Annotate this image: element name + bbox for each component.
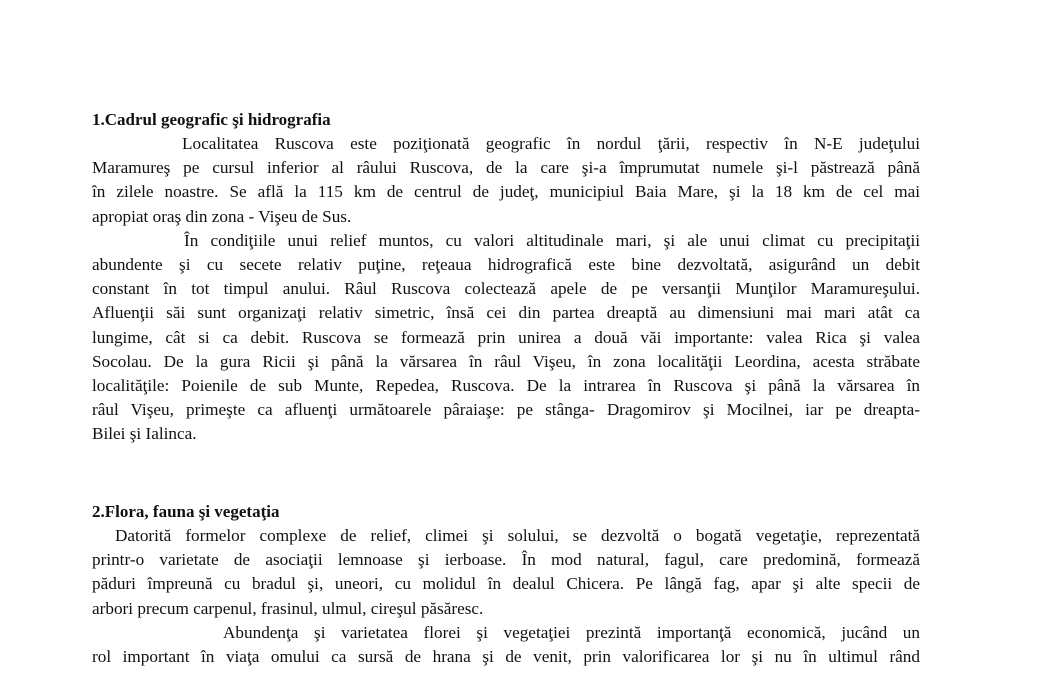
paragraph-line: Abundenţa şi varietatea florei şi vegetaţiei prezintă importanţă economică, jucând un bbox=[223, 622, 920, 642]
section-heading: 1.Cadrul geografic şi hidrografia bbox=[92, 110, 331, 129]
paragraph-line: abundente şi cu secete relativ puţine, reţeaua hidrografică este bine dezvoltată, asigurând un debit bbox=[92, 254, 920, 274]
paragraph-line: Afluenţii săi sunt organizaţi relativ simetric, însă cei din partea dreaptă au dimensiuni mai mari atât ca bbox=[92, 303, 920, 323]
paragraph-line: În condiţiile unui relief muntos, cu valori altitudinale mari, şi ale unui climat cu precipitaţii bbox=[184, 230, 920, 250]
paragraph-line: constant în tot timpul anului. Râul Ruscova colectează apele de pe versanţii Munţilor Maramureşului. bbox=[92, 279, 920, 299]
paragraph-line: arbori precum carpenul, frasinul, ulmul, cireşul păsăresc. bbox=[92, 598, 484, 618]
section-flora bbox=[92, 500, 920, 669]
paragraph-line: Localitatea Ruscova este poziţionată geografic în nordul ţării, respectiv în N-E judeţului bbox=[182, 134, 920, 153]
section-geography bbox=[92, 108, 920, 446]
paragraph-line: rol important în viaţa omului ca sursă de hrana şi de venit, prin valorificarea lor şi nu în ultimul rând bbox=[92, 646, 920, 666]
paragraph-line: Bilei şi Ialinca. bbox=[92, 424, 197, 444]
paragraph-line: păduri împreună cu bradul şi, uneori, cu molidul în dealul Chicera. Pe lângă fag, apar şi alte specii de bbox=[92, 574, 920, 594]
paragraph-line: lungime, cât si ca debit. Ruscova se formează prin unirea a două văi importante: valea Rica şi valea bbox=[92, 327, 920, 347]
paragraph-line: Datorită formelor complexe de relief, climei şi solului, se dezvoltă o bogată vegetaţie, reprezentată bbox=[115, 526, 920, 545]
paragraph-line: printr-o varietate de asociaţii lemnoase şi ierboase. În mod natural, fagul, care predomină, formează bbox=[92, 550, 920, 570]
paragraph-line: Maramureş pe cursul inferior al râului Ruscova, de la care şi-a împrumutat numele şi-l păstrează până bbox=[92, 158, 920, 178]
paragraph-line: localităţile: Poienile de sub Munte, Repedea, Ruscova. De la intrarea în Ruscova şi până la vărsarea în bbox=[92, 375, 920, 395]
section-heading: 2.Flora, fauna şi vegetaţia bbox=[92, 502, 280, 521]
paragraph-line: Socolau. De la gura Ricii şi până la vărsarea în râul Vişeu, în zona localităţii Leordina, acesta străbate bbox=[92, 351, 920, 371]
paragraph-line: în zilele noastre. Se află la 115 km de centrul de judeţ, municipiul Baia Mare, şi la 18 km de cel mai bbox=[92, 182, 920, 202]
paragraph-line: râul Vişeu, primeşte ca afluenţi următoarele pâraiaşe: pe stânga- Dragomirov şi Mocilnei, iar pe dreapta- bbox=[92, 400, 920, 420]
paragraph-line: apropiat oraş din zona - Vişeu de Sus. bbox=[92, 206, 352, 226]
